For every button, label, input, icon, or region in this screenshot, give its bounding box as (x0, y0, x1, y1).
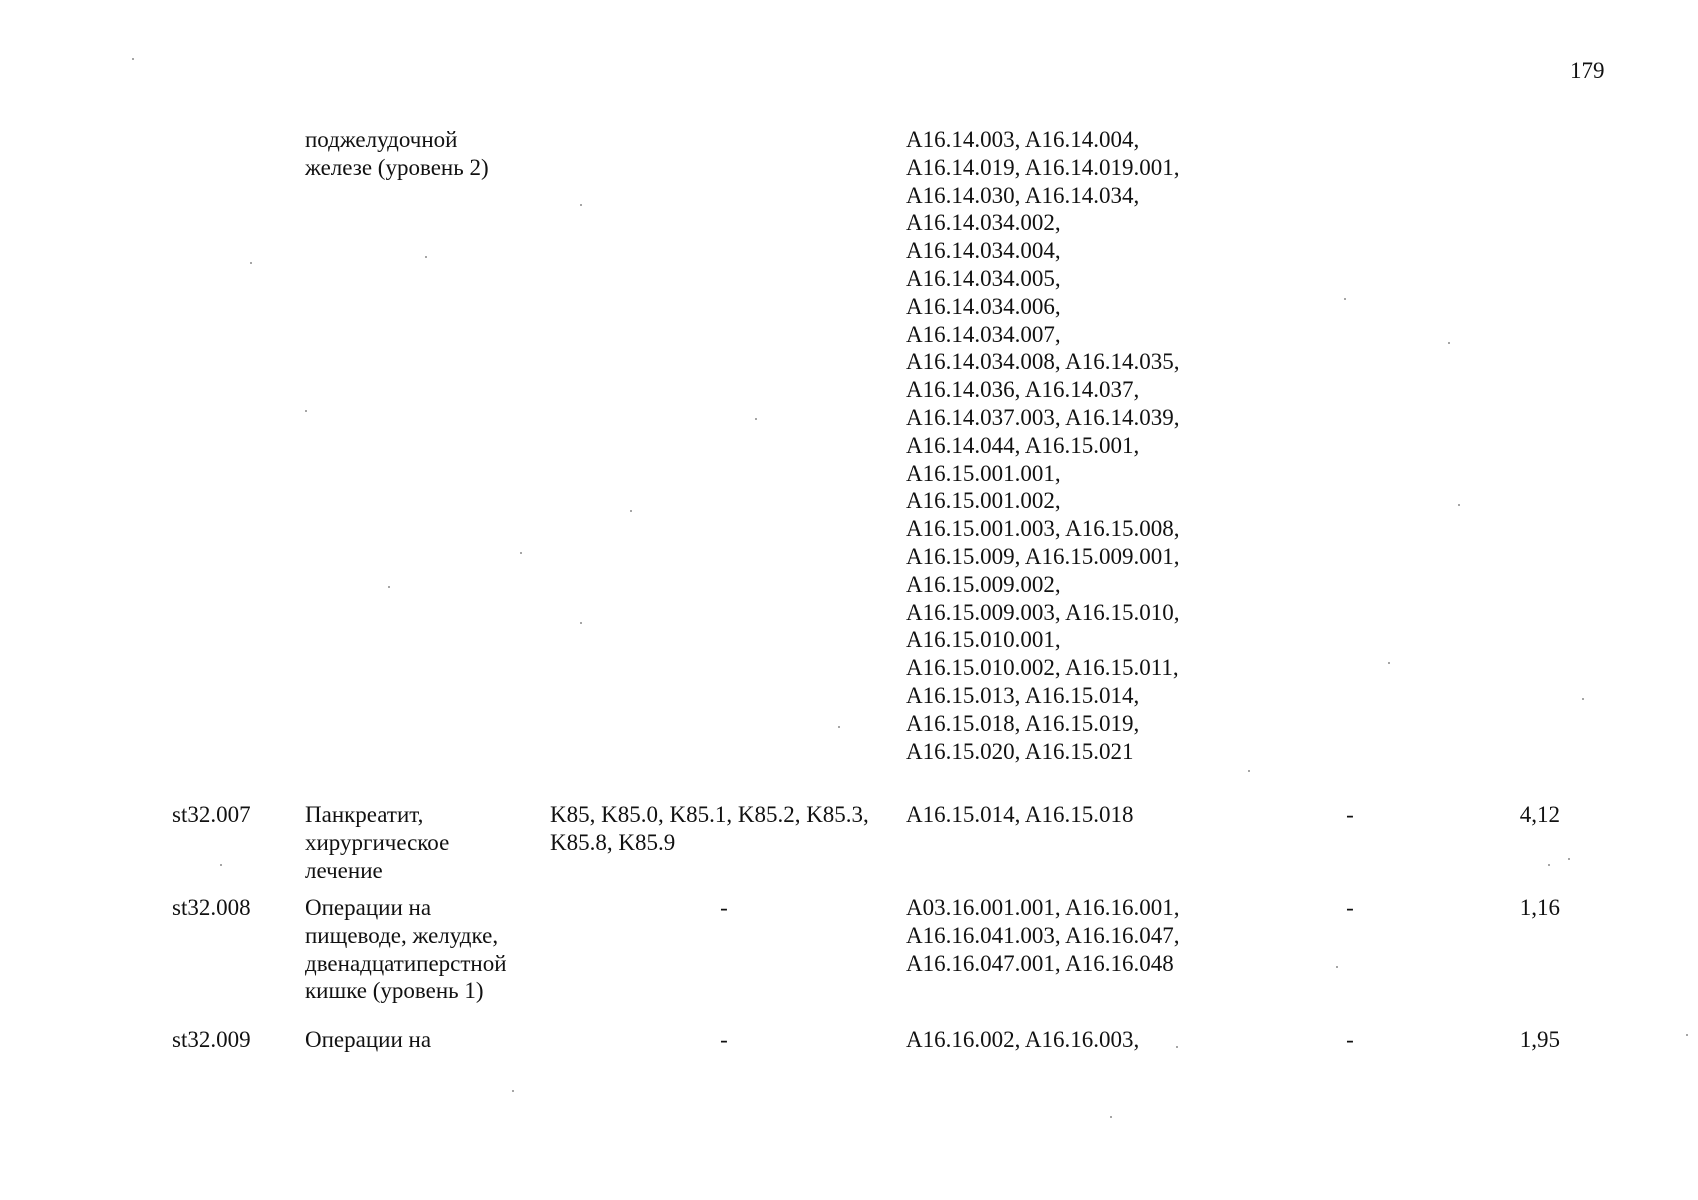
scan-speck (580, 622, 582, 624)
name-line: пищеводе, желудке, (305, 922, 499, 948)
scan-speck (838, 726, 840, 728)
procedure-line: A16.14.044, A16.15.001, (906, 432, 1140, 458)
procedure-line: A16.14.034.002, (906, 210, 1061, 236)
procedure-line: A03.16.001.001, A16.16.001, (906, 895, 1180, 920)
scan-speck (1248, 770, 1250, 772)
scan-speck (755, 418, 757, 420)
diagnosis-line: K85, K85.0, K85.1, K85.2, K85.3, (550, 802, 869, 827)
row-coefficient: 1,95 (1519, 1027, 1560, 1052)
procedure-line: A16.15.010.002, A16.15.011, (906, 655, 1179, 681)
scan-speck (1582, 698, 1584, 700)
procedure-line: A16.15.009.002, (906, 571, 1061, 597)
row-coefficient: 4,12 (1519, 802, 1560, 827)
scan-speck (580, 204, 582, 206)
procedure-line: A16.16.047.001, A16.16.048 (906, 950, 1174, 976)
procedure-line: A16.14.034.004, (906, 238, 1061, 264)
procedure-line: A16.14.030, A16.14.034, (906, 182, 1140, 208)
scan-speck (425, 256, 427, 258)
scan-speck (520, 552, 522, 554)
page-number: 179 (1570, 58, 1605, 83)
procedure-line: A16.15.001.002, (906, 488, 1061, 514)
row-code: st32.009 (172, 1027, 251, 1052)
scan-speck (512, 1090, 514, 1092)
row-code: st32.007 (172, 802, 251, 827)
row-procedure-cell (906, 1026, 1139, 1054)
scan-speck (388, 586, 390, 588)
scan-speck (1548, 864, 1550, 866)
procedure-line: A16.15.013, A16.15.014, (906, 682, 1140, 708)
row-extra: - (1346, 895, 1354, 920)
name-line: хирургическое (305, 829, 450, 855)
name-line: Операции на (305, 1027, 432, 1052)
procedure-line: A16.14.036, A16.14.037, (906, 377, 1140, 403)
scan-speck (1458, 504, 1460, 506)
row-procedure-cell (906, 894, 1179, 977)
scan-speck (250, 262, 252, 264)
name-line: двенадцатиперстной (305, 950, 507, 976)
name-line: поджелудочной (305, 127, 458, 152)
procedure-line: A16.14.034.007, (906, 321, 1061, 347)
scan-speck (305, 410, 307, 412)
row-diagnosis: - (720, 895, 728, 920)
scan-speck (1388, 662, 1390, 664)
procedure-line: A16.15.001.001, (906, 460, 1061, 486)
row-name-cell (305, 894, 507, 1005)
scan-speck (630, 510, 632, 512)
name-line: железе (уровень 2) (305, 154, 489, 180)
row-code: st32.008 (172, 895, 251, 920)
procedure-line: A16.15.009.003, A16.15.010, (906, 599, 1180, 625)
procedure-line: A16.15.009, A16.15.009.001, (906, 543, 1180, 569)
row-name-cell (305, 1026, 431, 1054)
row-name-cell (305, 801, 449, 884)
procedure-line: A16.15.001.003, A16.15.008, (906, 516, 1180, 542)
name-line: лечение (305, 857, 383, 883)
row-diagnosis: - (720, 1027, 728, 1052)
scan-speck (1110, 1116, 1112, 1118)
row-procedure-cell (906, 801, 1133, 829)
name-line: кишке (уровень 1) (305, 978, 484, 1004)
row-diagnosis-cell (550, 801, 869, 857)
procedure-line: A16.16.002, A16.16.003, (906, 1027, 1140, 1052)
scan-speck (220, 864, 222, 866)
procedure-line: A16.15.020, A16.15.021 (906, 738, 1134, 764)
procedure-line: A16.14.034.008, A16.14.035, (906, 349, 1180, 375)
procedure-line: A16.16.041.003, A16.16.047, (906, 922, 1180, 948)
procedure-line: A16.15.010.001, (906, 627, 1061, 653)
procedure-line: A16.15.018, A16.15.019, (906, 710, 1140, 736)
procedure-line: A16.14.037.003, A16.14.039, (906, 404, 1180, 430)
procedure-line: A16.14.034.005, (906, 265, 1061, 291)
scan-speck (1686, 1034, 1688, 1036)
procedure-line: A16.14.034.006, (906, 293, 1061, 319)
procedure-line: A16.15.014, A16.15.018 (906, 802, 1134, 827)
scan-speck (1176, 1046, 1178, 1048)
procedure-line: A16.14.003, A16.14.004, (906, 127, 1140, 152)
scan-speck (1344, 298, 1346, 300)
row-extra: - (1346, 802, 1354, 827)
continued-procedure-cell (906, 126, 1179, 765)
scan-speck (132, 58, 134, 60)
continued-name-cell (305, 126, 489, 182)
scan-speck (1568, 858, 1570, 860)
diagnosis-line: K85.8, K85.9 (550, 829, 676, 855)
scan-speck (1448, 342, 1450, 344)
scan-speck (1336, 966, 1338, 968)
row-extra: - (1346, 1027, 1354, 1052)
row-coefficient: 1,16 (1519, 895, 1560, 920)
name-line: Панкреатит, (305, 802, 424, 827)
name-line: Операции на (305, 895, 432, 920)
procedure-line: A16.14.019, A16.14.019.001, (906, 154, 1180, 180)
